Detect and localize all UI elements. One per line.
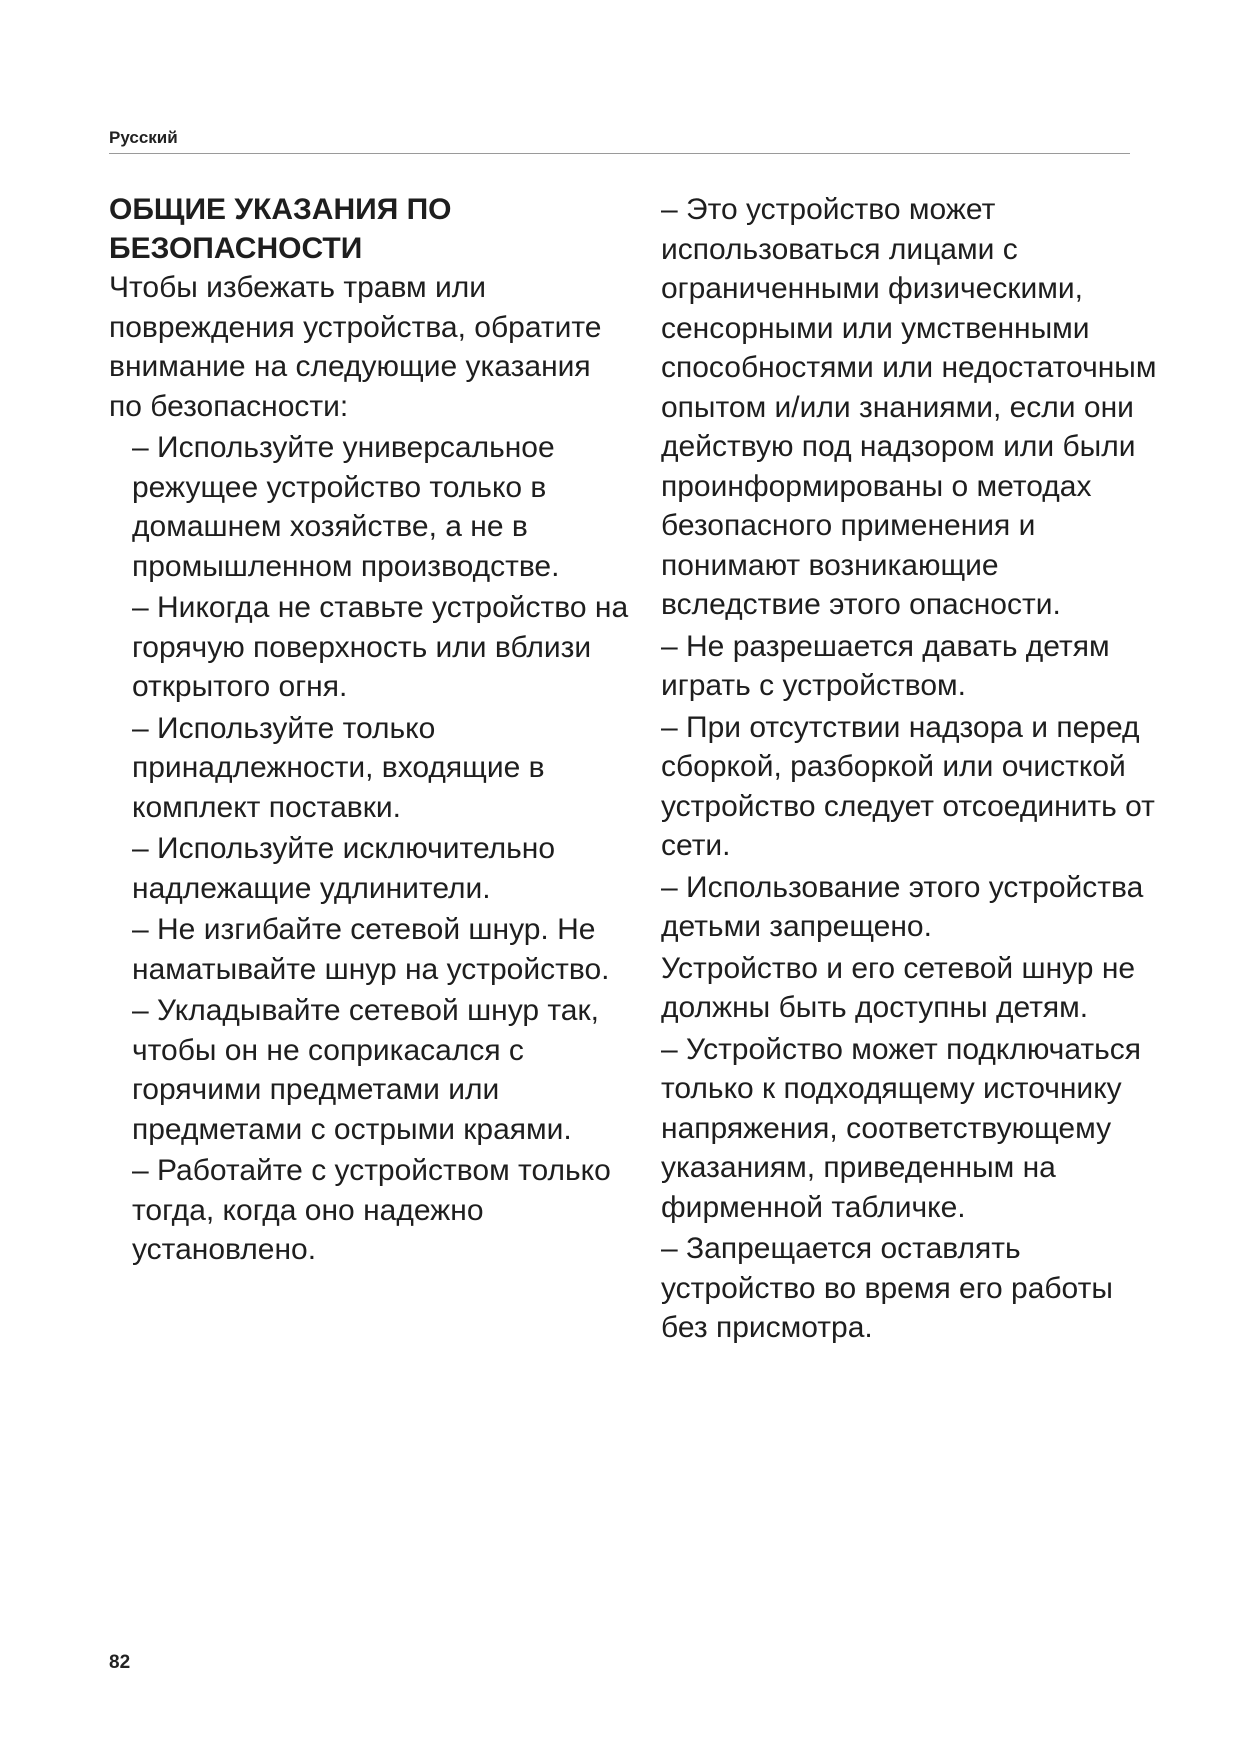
list-item: – Использование этого устройства детьми запрещено. [661, 870, 1144, 943]
list-item: – Это устройство может использоваться лицами с ограниченными физическими, сенсорными или умственными способностями или недостаточным опытом и/или знаниями, если они действую под надзором или были проинформированы о методах безопасного применения и понимают возникающие вследствие этого опасности. [661, 193, 1157, 621]
list-item: – Никогда не ставьте устройство на горячую поверхность или вблизи открытого огня. [132, 591, 629, 703]
list-item: – Запрещается оставлять устройство во время его работы без присмотра. [661, 1232, 1113, 1344]
section-title-line2: БЕЗОПАСНОСТИ [109, 232, 363, 265]
list-item: – Используйте универсальное режущее устройство только в домашнем хозяйстве, а не в промышленном производстве. [132, 431, 560, 583]
list-item: Устройство и его сетевой шнур не должны быть доступны детям. [661, 951, 1136, 1024]
intro-paragraph: Чтобы избежать травм или повреждения устройства, обратите внимание на следующие указания по безопасности: [109, 271, 602, 423]
list-item: – Используйте исключительно надлежащие удлинители. [132, 832, 556, 905]
list-item: – Работайте с устройством только тогда, когда оно надежно установлено. [132, 1154, 611, 1266]
section-title-line1: ОБЩИЕ УКАЗАНИЯ ПО [109, 193, 452, 226]
right-column [661, 190, 1161, 1350]
header-divider [109, 153, 1130, 154]
list-item: – Используйте только принадлежности, входящие в комплект поставки. [132, 711, 545, 824]
safety-list-left [109, 428, 629, 1270]
list-item: – Устройство может подключаться только к подходящему источнику напряжения, соответствующему указаниям, приведенным на фирменной табличке. [661, 1032, 1141, 1224]
list-item: – При отсутствии надзора и перед сборкой, разборкой или очисткой устройство следует отсоединить от сети. [661, 710, 1155, 862]
section-title [109, 190, 629, 268]
page-number: 82 [109, 1652, 131, 1673]
list-item: – Не разрешается давать детям играть с устройством. [661, 629, 1110, 702]
list-item: – Не изгибайте сетевой шнур. Не наматывайте шнур на устройство. [132, 913, 610, 986]
list-item: – Укладывайте сетевой шнур так, чтобы он не соприкасался с горячими предметами или предметами с острыми краями. [132, 994, 599, 1146]
header-language: Русский [109, 128, 178, 147]
left-column [109, 190, 629, 1272]
